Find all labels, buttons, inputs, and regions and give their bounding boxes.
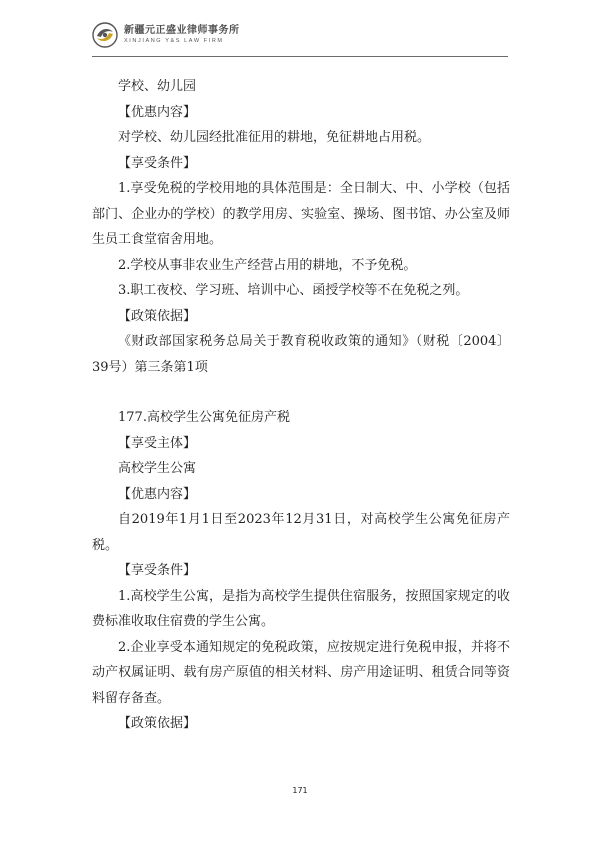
paragraph-condition-3: 3.职工夜校、学习班、培训中心、函授学校等不在免税之列。 xyxy=(118,283,469,298)
firm-name xyxy=(124,26,240,45)
section-heading-conditions: 【享受条件】 xyxy=(118,155,197,171)
paragraph-condition-2: 2.学校从事非农业生产经营占用的耕地，不予免税。 xyxy=(118,257,417,273)
firm-name-cn: 新疆元正盛业律师事务所 xyxy=(124,24,240,36)
section-heading-benefit-177: 【优惠内容】 xyxy=(118,486,197,502)
paragraph-benefit: 对学校、幼儿园经批准征用的耕地，免征耕地占用税。 xyxy=(118,130,431,145)
paragraph-benefit-177: 自2019年1月1日至2023年12月31日，对高校学生公寓免征房产税。 xyxy=(92,512,510,553)
header-divider xyxy=(92,56,508,57)
paragraph-condition-1: 1.享受免税的学校用地的具体范围是：全日制大、中、小学校（包括部门、企业办的学校）的教学用房、实验室、操场、图书馆、办公室及师生员工食堂宿舍用地。 xyxy=(92,181,510,247)
paragraph-gap xyxy=(92,380,510,405)
firm-logo-icon xyxy=(92,22,118,48)
section-heading-basis-177: 【政策依据】 xyxy=(118,716,197,731)
document-body xyxy=(92,74,510,737)
page-number: 171 xyxy=(292,786,308,795)
item-title-177: 177.高校学生公寓免征房产税 xyxy=(118,410,290,425)
letterhead xyxy=(92,18,240,52)
paragraph-basis: 《财政部国家税务总局关于教育税收政策的通知》（财税〔2004〕39号）第三条第1项 xyxy=(92,334,510,375)
paragraph-condition-177-2: 2.企业享受本通知规定的免税政策，应按规定进行免税申报，并将不动产权属证明、载有房产原值的相关材料、房产用途证明、租赁合同等资料留存备查。 xyxy=(92,639,510,706)
section-heading-beneficiary: 【享受主体】 xyxy=(118,435,197,451)
section-heading-benefit: 【优惠内容】 xyxy=(118,104,197,120)
firm-name-en: XINJIANG Y&S LAW FIRM xyxy=(124,37,224,44)
section-heading-conditions-177: 【享受条件】 xyxy=(118,563,197,578)
paragraph-beneficiary-177: 高校学生公寓 xyxy=(118,461,197,476)
paragraph-condition-177-1: 1.高校学生公寓，是指为高校学生提供住宿服务，按照国家规定的收费标准收取住宿费的学生公寓。 xyxy=(92,588,510,629)
paragraph-beneficiary: 学校、幼儿园 xyxy=(118,79,197,94)
section-heading-basis: 【政策依据】 xyxy=(118,308,197,324)
